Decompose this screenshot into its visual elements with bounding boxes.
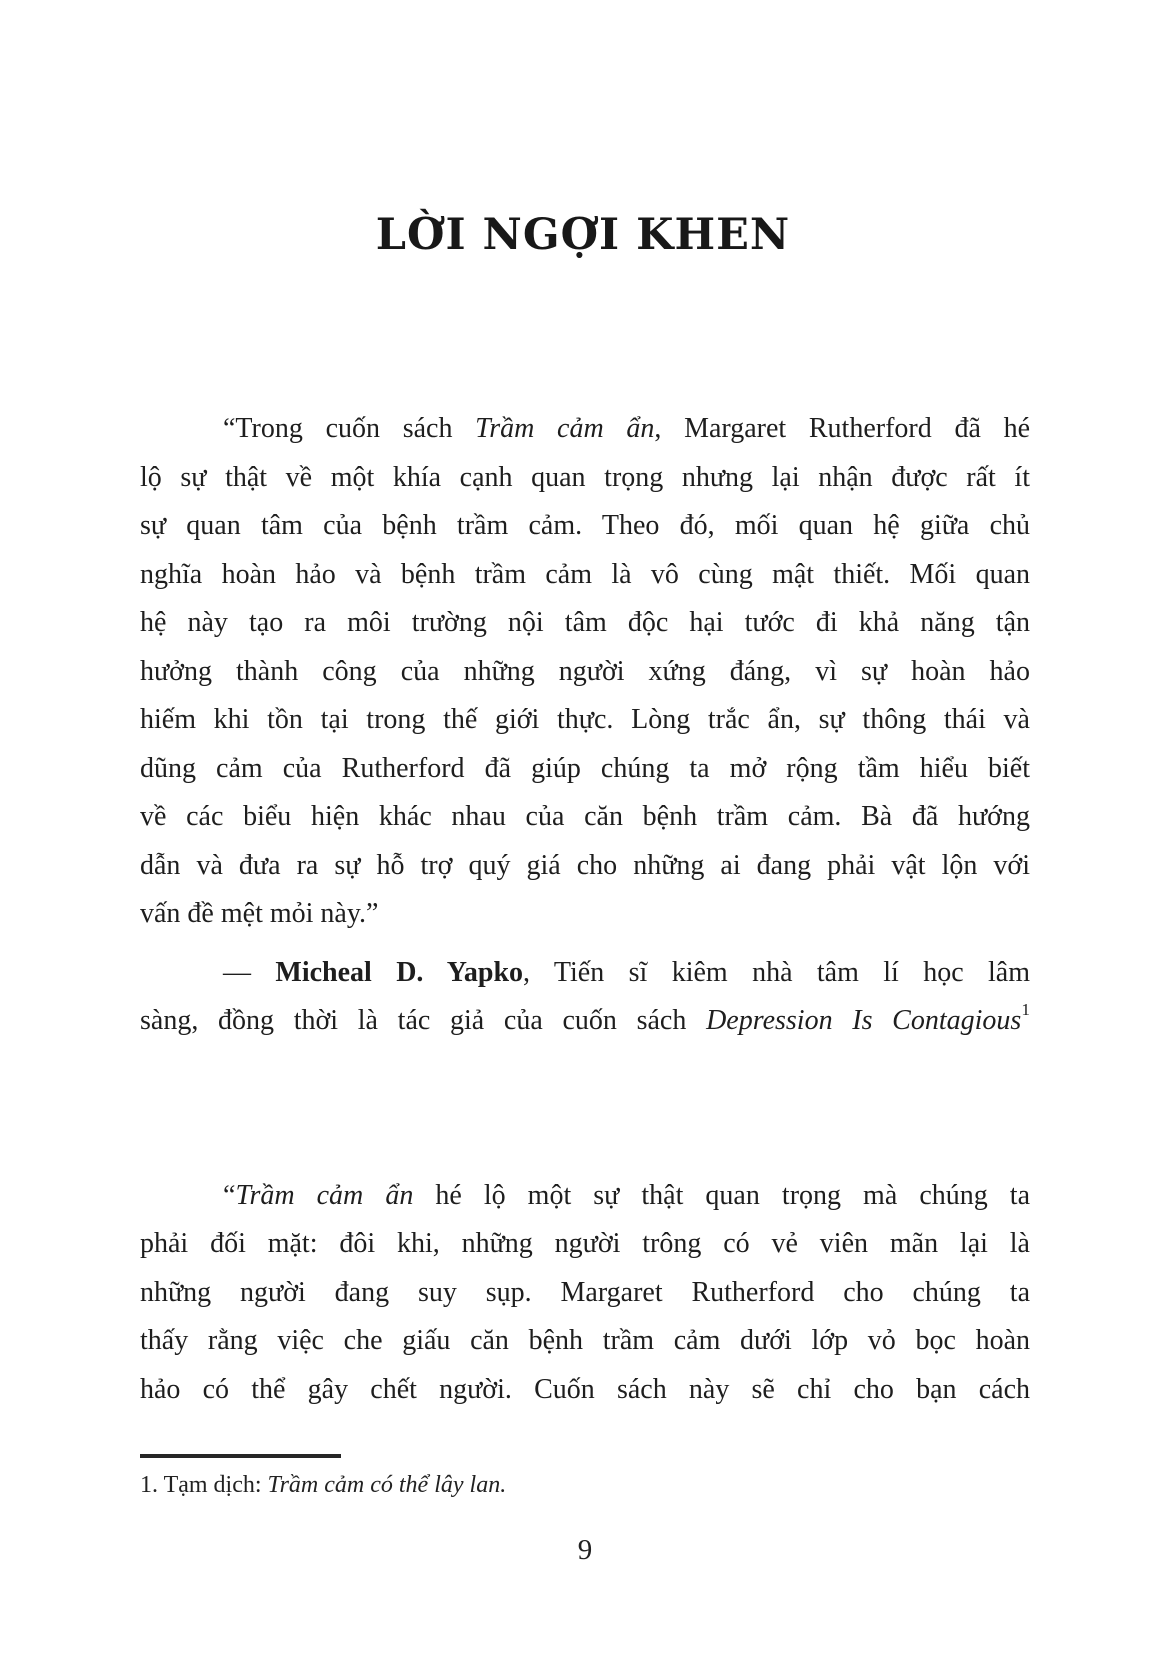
text-line: thấy rằng việc che giấu căn bệnh trầm cảm dưới lớp vỏ bọc hoàn [140, 1325, 1030, 1356]
referenced-book-title: Depression Is Contagious [706, 1005, 1022, 1036]
text-line: nghĩa hoàn hảo và bệnh trầm cảm là vô cùng mật thiết. Mối quan [140, 558, 1030, 590]
text-line: dũng cảm của Rutherford đã giúp chúng ta mở rộng tầm hiểu biết [140, 752, 1030, 784]
quote-open-text: “Trong cuốn sách [223, 413, 476, 444]
text-line: hệ này tạo ra môi trường nội tâm độc hại tước đi khả năng tận [140, 607, 1030, 638]
text-line: hưởng thành công của những người xứng đáng, vì sự hoàn hảo [140, 655, 1030, 687]
content-column [140, 405, 1030, 1568]
text-line: vấn đề mệt mỏi này.” [140, 898, 379, 929]
text-line [140, 1172, 1030, 1221]
text-line: sự quan tâm của bệnh trầm cảm. Theo đó, mối quan hệ giữa chủ [140, 510, 1030, 541]
author-name: Micheal D. Yapko [275, 956, 524, 988]
praise-quote-1 [140, 405, 1030, 939]
book-title-italic: Trầm cảm ẩn [235, 1179, 414, 1211]
author-description: , Tiến sĩ kiêm nhà tâm lí học lâm [523, 956, 1031, 988]
attribution [140, 949, 1030, 1046]
author-description-continued: sàng, đồng thời là tác giả của cuốn sách [140, 1005, 707, 1036]
footnote-marker: 1. Tạm dịch: [140, 1472, 268, 1498]
text-line: hảo có thể gây chết người. Cuốn sách này sẽ chỉ cho bạn cách [140, 1373, 1030, 1405]
text-line: dẫn và đưa ra sự hỗ trợ quý giá cho những ai đang phải vật lộn với [140, 849, 1030, 881]
text-line: những người đang suy sụp. Margaret Rutherford cho chúng ta [140, 1276, 1030, 1308]
text-line: lộ sự thật về một khía cạnh quan trọng nhưng lại nhận được rất ít [140, 461, 1030, 493]
quote-open-text: “ [223, 1179, 236, 1211]
text-line: về các biểu hiện khác nhau của căn bệnh trầm cảm. Bà đã hướng [140, 801, 1030, 832]
footnote-translation-italic: Trầm cảm có thể lây lan. [267, 1472, 507, 1498]
footnote-divider [140, 1454, 341, 1458]
book-title-italic: Trầm cảm ẩn [475, 413, 655, 444]
page-number: 9 [577, 1534, 593, 1566]
praise-quote-2 [140, 1172, 1030, 1415]
text-line: phải đối mặt: đôi khi, những người trông có vẻ viên mãn lại là [140, 1228, 1030, 1259]
attribution-dash: — [223, 956, 276, 988]
page-title: LỜI NGỢI KHEN [375, 210, 791, 260]
quote-text: , Margaret Rutherford đã hé [654, 413, 1030, 444]
footnote [140, 1470, 1030, 1500]
text-line: hiếm khi tồn tại trong thế giới thực. Lòng trắc ẩn, sự thông thái và [140, 704, 1030, 735]
text-line [140, 997, 1030, 1046]
text-line [140, 949, 1030, 998]
quote-text: hé lộ một sự thật quan trọng mà chúng ta [413, 1179, 1030, 1211]
footnote-reference: 1 [1021, 1000, 1031, 1019]
text-line [140, 405, 1030, 454]
